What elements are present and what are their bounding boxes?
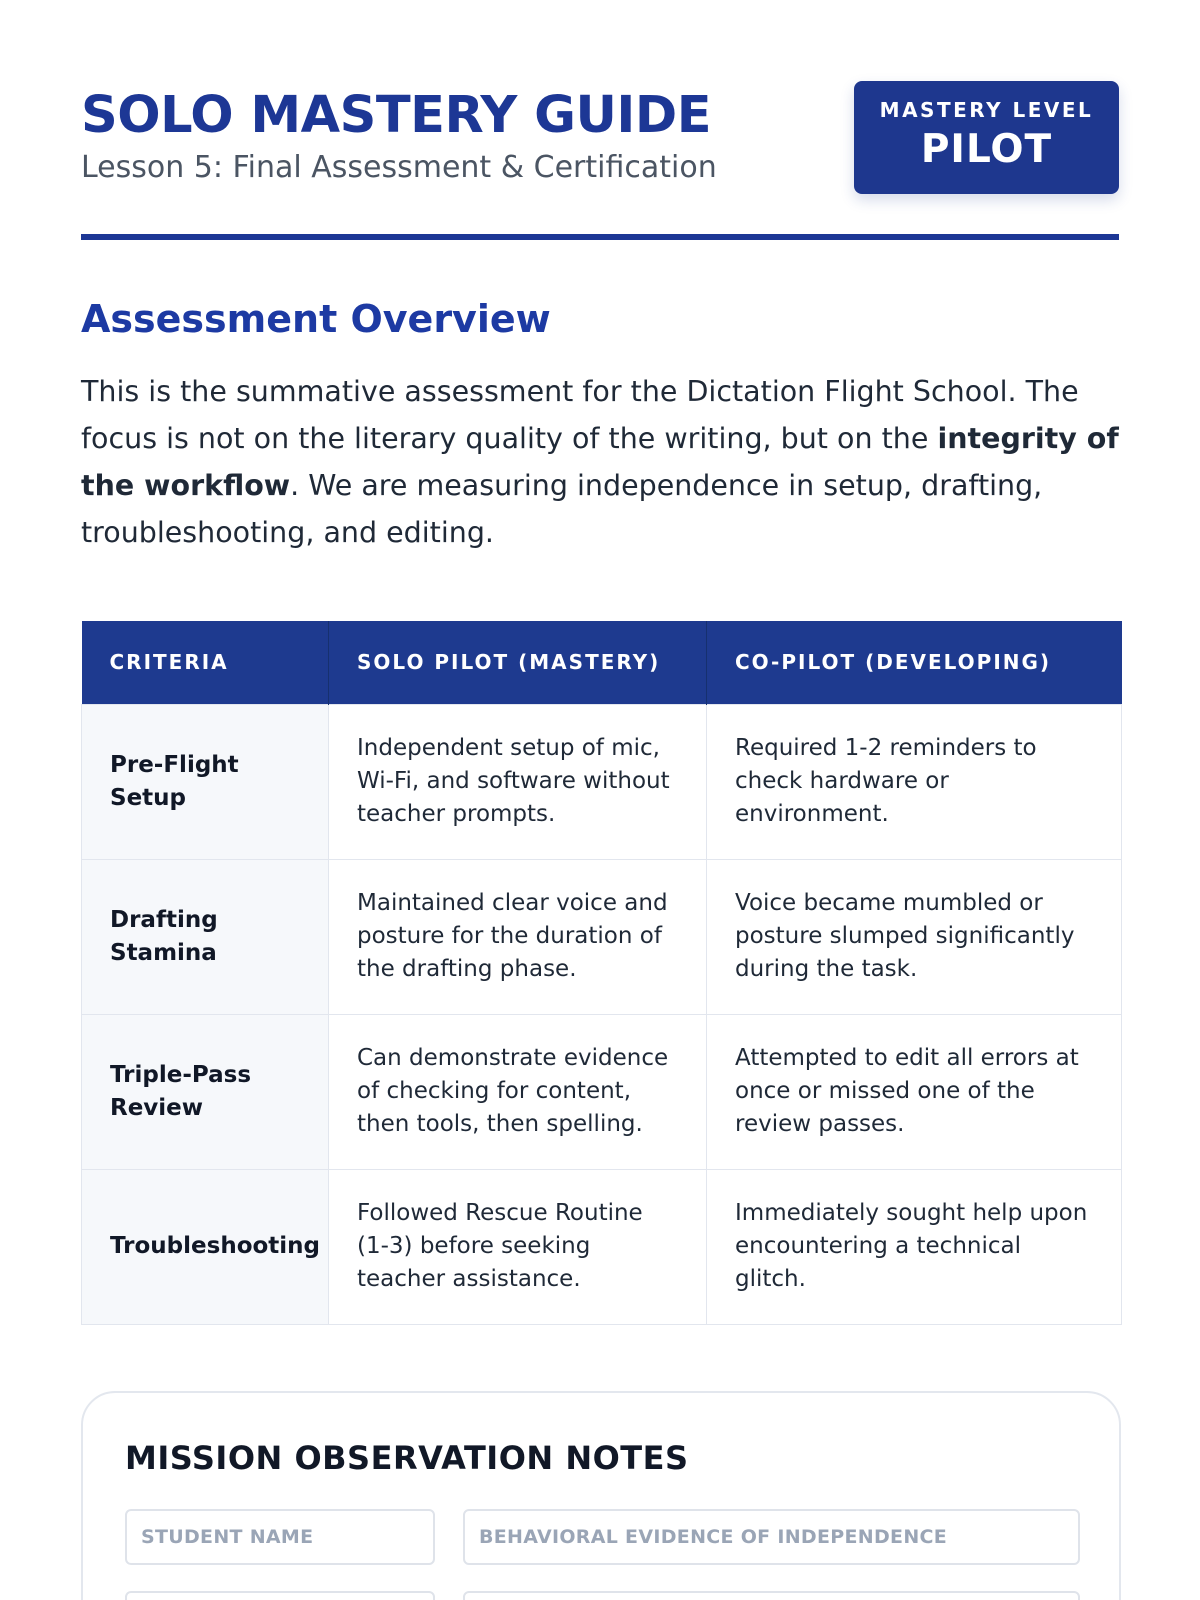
criteria-cell: Triple-Pass Review xyxy=(82,1014,329,1169)
badge-label: MASTERY LEVEL xyxy=(879,98,1094,122)
page-title: SOLO MASTERY GUIDE xyxy=(81,86,712,145)
behavioral-evidence-input[interactable] xyxy=(463,1509,1080,1565)
badge-value: PILOT xyxy=(920,127,1053,172)
mission-observation-notes-card xyxy=(81,1391,1121,1600)
criteria-cell: Troubleshooting xyxy=(82,1169,329,1324)
criteria-cell: Pre-Flight Setup xyxy=(82,704,329,859)
mastery-level-badge xyxy=(854,81,1119,194)
developing-cell: Immediately sought help upon encountering a technical glitch. xyxy=(707,1169,1122,1324)
criteria-cell: Drafting Stamina xyxy=(82,859,329,1014)
column-header-mastery: SOLO PILOT (MASTERY) xyxy=(329,621,707,704)
assessment-rubric-table xyxy=(81,621,1122,1325)
table-row xyxy=(82,1014,1122,1169)
overview-heading: Assessment Overview xyxy=(81,297,551,341)
notes-title: MISSION OBSERVATION NOTES xyxy=(125,1439,689,1477)
table-row xyxy=(82,859,1122,1014)
overview-emphasis: integrity of the workflow xyxy=(81,422,1119,502)
notes-field-secondary[interactable] xyxy=(125,1591,435,1600)
table-header-row xyxy=(82,621,1122,704)
mastery-cell: Can demonstrate evidence of checking for content, then tools, then spelling. xyxy=(329,1014,707,1169)
column-header-developing: CO-PILOT (DEVELOPING) xyxy=(707,621,1122,704)
overview-text-start: This is the summative assessment for the Dictation Flight School. The focus is not on the literary quality of the writing, but on the xyxy=(81,375,1079,455)
developing-cell: Required 1-2 reminders to check hardware or environment. xyxy=(707,704,1122,859)
page-header xyxy=(81,80,1119,242)
developing-cell: Voice became mumbled or posture slumped significantly during the task. xyxy=(707,859,1122,1014)
overview-text-end: . We are measuring independence in setup, drafting, troubleshooting, and editing. xyxy=(81,469,1043,549)
table-row xyxy=(82,704,1122,859)
mastery-cell: Followed Rescue Routine (1-3) before seeking teacher assistance. xyxy=(329,1169,707,1324)
developing-cell: Attempted to edit all errors at once or missed one of the review passes. xyxy=(707,1014,1122,1169)
student-name-input[interactable] xyxy=(125,1509,435,1565)
notes-field-secondary-wide[interactable] xyxy=(463,1591,1080,1600)
overview-paragraph xyxy=(81,368,1121,556)
header-divider xyxy=(81,234,1119,240)
table-row xyxy=(82,1169,1122,1324)
mastery-cell: Independent setup of mic, Wi-Fi, and software without teacher prompts. xyxy=(329,704,707,859)
page-subtitle: Lesson 5: Final Assessment & Certification xyxy=(81,150,717,185)
mastery-cell: Maintained clear voice and posture for the duration of the drafting phase. xyxy=(329,859,707,1014)
column-header-criteria: CRITERIA xyxy=(82,621,329,704)
